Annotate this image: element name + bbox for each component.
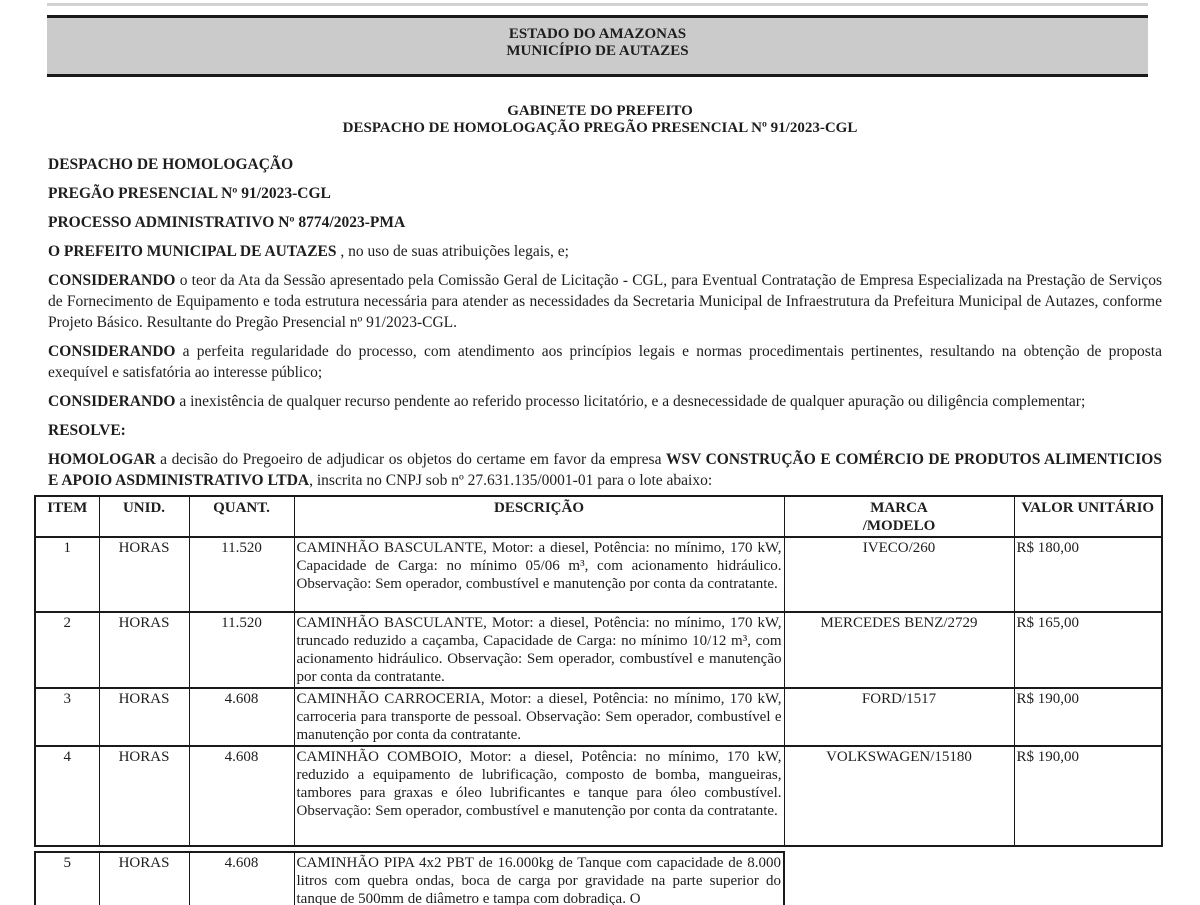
cell-descricao: CAMINHÃO COMBOIO, Motor: a diesel, Potência: no mínimo, 170 kW, reduzido a equipamento de lubrificação, composto de bomba, mangueiras, tambores para graxas e óleo lubrificantes e tanque para óleo combustível. Observação: Sem operador, combustível e manutenção por conta da contratante. [294,746,784,846]
paragraph-considerando-2 [48,341,1162,383]
document-title [0,103,1200,137]
table-row-2 [35,612,1162,688]
paragraph-lead: CONSIDERANDO [48,393,176,410]
cell-quant: 11.520 [189,537,294,612]
col-header-quant: QUANT. [189,496,294,537]
company-name: WSV CONSTRUÇÃO E COMÉRCIO DE PRODUTOS ALIMENTICIOS E APOIO ASDMINISTRATIVO LTDA [48,451,1162,489]
lot-tables-area [34,495,1164,905]
paragraph-text: a inexistência de qualquer recurso pendente ao referido processo licitatório, e a desnecessidade de qualquer apuração ou diligência complementar; [175,393,1086,410]
paragraph-lead: PREGÃO PRESENCIAL Nº 91/2023-CGL [48,185,331,202]
cell-descricao: CAMINHÃO BASCULANTE, Motor: a diesel, Potência: no mínimo, 170 kW, Capacidade de Carga: no mínimo 05/06 m³, com acionamento hidráulico. Observação: Sem operador, combustível e manutenção por conta da contratante. [294,537,784,612]
cell-unid: HORAS [99,537,189,612]
cell-marca: MERCEDES BENZ/2729 [784,612,1014,688]
table-row-5 [35,852,784,905]
col-header-unid: UNID. [99,496,189,537]
paragraph-homologar [48,449,1162,491]
lot-table-continuation [34,851,785,905]
cell-item: 1 [35,537,99,612]
cell-quant: 4.608 [189,852,294,905]
cell-valor: R$ 165,00 [1014,612,1162,688]
paragraph-lead: DESPACHO DE HOMOLOGAÇÃO [48,156,294,173]
letterhead-municipality: MUNICÍPIO DE AUTAZES [506,43,689,59]
col-header-marca-modelo [784,496,1014,537]
cell-descricao: CAMINHÃO CARROCERIA, Motor: a diesel, Potência: no mínimo, 170 kW, carroceria para transporte de pessoal. Observação: Sem operador, combustível e manutenção por conta da contratante. [294,688,784,746]
paragraph-prefeito-preamble [48,241,1162,262]
cell-item: 2 [35,612,99,688]
cell-descricao: CAMINHÃO PIPA 4x2 PBT de 16.000kg de Tanque com capacidade de 8.000 litros com quebra ondas, boca de carga por gravidade na parte superior do tanque de 500mm de diâmetro e tampa com dobradiça. O [294,852,784,905]
paragraph-lead: RESOLVE: [48,422,126,439]
title-dispatch: DESPACHO DE HOMOLOGAÇÃO PREGÃO PRESENCIAL Nº 91/2023-CGL [342,120,858,136]
page-top-rule [47,3,1148,6]
table-row-1 [35,537,1162,612]
paragraph-processo-number [48,212,1162,233]
lot-table [34,495,1163,847]
paragraph-pregao-number [48,183,1162,204]
paragraph-lead: CONSIDERANDO [48,343,176,360]
paragraph-despacho-label [48,154,1162,175]
letterhead [47,15,1148,77]
col-header-descricao: DESCRIÇÃO [294,496,784,537]
paragraph-lead: O PREFEITO MUNICIPAL DE AUTAZES [48,243,337,260]
document-body [48,154,1162,499]
cell-unid: HORAS [99,852,189,905]
cell-quant: 4.608 [189,688,294,746]
paragraph-considerando-3 [48,391,1162,412]
paragraph-lead: HOMOLOGAR [48,451,156,468]
col-header-marca-line2: /MODELO [862,518,936,534]
paragraph-considerando-1 [48,270,1162,333]
title-office: GABINETE DO PREFEITO [507,103,693,119]
cell-marca: VOLKSWAGEN/15180 [784,746,1014,846]
paragraph-text: a perfeita regularidade do processo, com atendimento aos princípios legais e normas procedimentais pertinentes, resultando na obtenção de proposta exequível e satisfatória ao interesse público; [48,343,1162,381]
cell-valor: R$ 190,00 [1014,688,1162,746]
table-header-row [35,496,1162,537]
cell-item: 4 [35,746,99,846]
col-header-valor: VALOR UNITÁRIO [1014,496,1162,537]
cell-item: 3 [35,688,99,746]
cell-marca: FORD/1517 [784,688,1014,746]
paragraph-text: , no uso de suas atribuições legais, e; [336,243,569,260]
paragraph-text: o teor da Ata da Sessão apresentado pela Comissão Geral de Licitação - CGL, para Eventual Contratação de Empresa Especializada na Prestação de Serviços de Fornecimento de Equipamento e toda estrutura necessária para atender as necessidades da Secretaria Municipal de Infraestrutura da Prefeitura Municipal de Autazes, conforme Projeto Básico. Resultante do Pregão Presencial nº 91/2023-CGL. [48,272,1162,331]
cell-item: 5 [35,852,99,905]
col-header-item: ITEM [35,496,99,537]
cell-unid: HORAS [99,688,189,746]
letterhead-state: ESTADO DO AMAZONAS [508,26,687,42]
table-row-4 [35,746,1162,846]
table-row-3 [35,688,1162,746]
paragraph-text: a decisão do Pregoeiro de adjudicar os objetos do certame em favor da empresa [155,451,666,468]
cell-quant: 11.520 [189,612,294,688]
paragraph-lead: PROCESSO ADMINISTRATIVO Nº 8774/2023-PMA [48,214,406,231]
paragraph-text: , inscrita no CNPJ sob nº 27.631.135/0001-01 para o lote abaixo: [309,472,713,489]
cell-valor: R$ 180,00 [1014,537,1162,612]
cell-valor: R$ 190,00 [1014,746,1162,846]
col-header-marca-line1: MARCA [870,500,928,516]
cell-descricao: CAMINHÃO BASCULANTE, Motor: a diesel, Potência: no mínimo, 170 kW, truncado reduzido a caçamba, Capacidade de Carga: no mínimo 10/12 m³, com acionamento hidráulico. Observação: Sem operador, combustível e manutenção por conta da contratante. [294,612,784,688]
cell-marca: IVECO/260 [784,537,1014,612]
cell-quant: 4.608 [189,746,294,846]
paragraph-resolve [48,420,1162,441]
cell-unid: HORAS [99,746,189,846]
paragraph-lead: CONSIDERANDO [48,272,176,289]
cell-unid: HORAS [99,612,189,688]
